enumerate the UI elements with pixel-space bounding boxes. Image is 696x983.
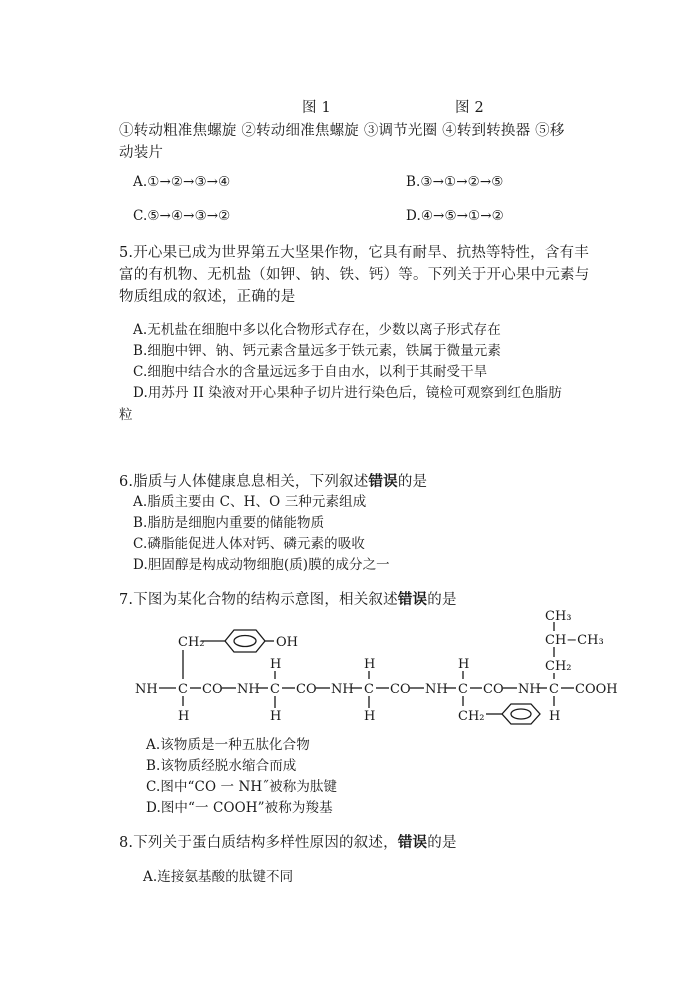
ch2-left-label: CH₂ — [178, 635, 205, 650]
c2-label: C — [270, 682, 280, 697]
q5-option-a[interactable]: A.无机盐在细胞中多以化合物形式存在，少数以离子形式存在 — [133, 322, 501, 338]
q8-stem-emphasis: 错误 — [397, 834, 428, 851]
q6-option-b[interactable]: B.脂肪是细胞内重要的储能物质 — [133, 515, 325, 531]
q8-stem-suffix: 的是 — [427, 835, 457, 851]
q7-option-b[interactable]: B.该物质经脱水缩合而成 — [146, 758, 297, 774]
benzene-ring-bottom — [502, 704, 540, 724]
co1-label: CO — [202, 682, 223, 697]
nh2-label: NH — [331, 682, 354, 697]
nh3-label: NH — [425, 682, 448, 697]
q5-option-d-line1[interactable]: D.用苏丹 II 染液对开心果种子切片进行染色后，镜检可观察到红色脂肪 — [133, 385, 562, 401]
co2-label: CO — [296, 682, 317, 697]
q5-option-b[interactable]: B.细胞中钾、钠、钙元素含量远多于铁元素，铁属于微量元素 — [133, 343, 502, 359]
cooh-end-label: COOH — [575, 682, 618, 697]
q4-steps-line1: ①转动粗准焦螺旋 ②转动细准焦螺旋 ③调节光圈 ④转到转换器 ⑤移 — [119, 123, 565, 139]
ch2-bottom-label: CH₂ — [458, 709, 485, 724]
q7-option-a[interactable]: A.该物质是一种五肽化合物 — [146, 737, 310, 753]
nh-start-label: NH — [135, 682, 158, 697]
oh-label: OH — [276, 635, 298, 650]
q7-stem-emphasis: 错误 — [397, 591, 428, 608]
q5-stem-line2: 富的有机物、无机盐（如钾、钠、铁、钙）等。下列关于开心果中元素与 — [119, 267, 590, 283]
q6-option-d[interactable]: D.胆固醇是构成动物细胞(质)膜的成分之一 — [133, 557, 390, 573]
nh1-label: NH — [237, 682, 260, 697]
benzene-ring-top-inner — [234, 636, 256, 647]
h-top-c3: H — [364, 657, 376, 672]
h-top-c4: H — [458, 657, 470, 672]
q6-option-a[interactable]: A.脂质主要由 C、H、O 三种元素组成 — [133, 494, 367, 510]
q5-stem-line3: 物质组成的叙述，正确的是 — [119, 289, 296, 305]
q6-stem-prefix: 6.脂质与人体健康息息相关，下列叙述 — [119, 474, 369, 490]
q4-option-b[interactable]: B.③→①→②→⑤ — [406, 174, 504, 190]
nh4-label: NH — [518, 682, 541, 697]
q4-option-a[interactable]: A.①→②→③→④ — [133, 174, 231, 190]
benzene-ring-top — [225, 630, 265, 652]
h-bottom-c3: H — [364, 709, 376, 724]
c5-label: C — [549, 682, 559, 697]
q4-option-d[interactable]: D.④→⑤→①→② — [406, 208, 504, 224]
q7-stem-suffix: 的是 — [427, 592, 457, 608]
q7-option-c[interactable]: C.图中“CO 一 NH˝被称为肽键 — [146, 779, 338, 795]
q4-steps-line2: 动装片 — [119, 145, 164, 161]
q7-option-d[interactable]: D.图中“一 COOH”被称为羧基 — [146, 800, 333, 816]
h-top-c2: H — [270, 657, 282, 672]
q7-stem-prefix: 7.下图为某化合物的结构示意图，相关叙述 — [119, 592, 398, 608]
q5-option-c[interactable]: C.细胞中结合水的含量远远多于自由水，以利于其耐受干旱 — [133, 364, 488, 380]
figure-1-label: 图 1 — [302, 100, 331, 116]
h-bottom-c5: H — [549, 709, 561, 724]
co4-label: CO — [483, 682, 504, 697]
q4-option-c[interactable]: C.⑤→④→③→② — [133, 208, 231, 224]
c4-label: C — [458, 682, 468, 697]
q6-stem-emphasis: 错误 — [368, 473, 398, 490]
figure-2-label: 图 2 — [455, 100, 484, 116]
ch-ch3-label: CH−CH₃ — [545, 633, 604, 648]
h-bottom-c1: H — [178, 709, 190, 724]
c3-label: C — [364, 682, 374, 697]
co3-label: CO — [390, 682, 411, 697]
q5-stem-line1: 5.开心果已成为世界第五大坚果作物，它具有耐旱、抗热等特性，含有丰 — [119, 245, 589, 261]
q6-option-c[interactable]: C.磷脂能促进人体对钙、磷元素的吸收 — [133, 536, 365, 552]
q8-option-a[interactable]: A.连接氨基酸的肽键不同 — [143, 869, 294, 885]
q6-stem-suffix: 的是 — [397, 474, 428, 490]
q8-stem-prefix: 8.下列关于蛋白质结构多样性原因的叙述， — [119, 835, 398, 851]
ch2-right-label: CH₂ — [545, 659, 572, 674]
c1-label: C — [178, 682, 188, 697]
q8-stem — [119, 831, 457, 852]
h-bottom-c2: H — [270, 709, 282, 724]
ch3-top-label: CH₃ — [545, 609, 572, 624]
q5-option-d-line2: 粒 — [119, 407, 133, 423]
benzene-ring-bottom-inner — [511, 709, 531, 719]
